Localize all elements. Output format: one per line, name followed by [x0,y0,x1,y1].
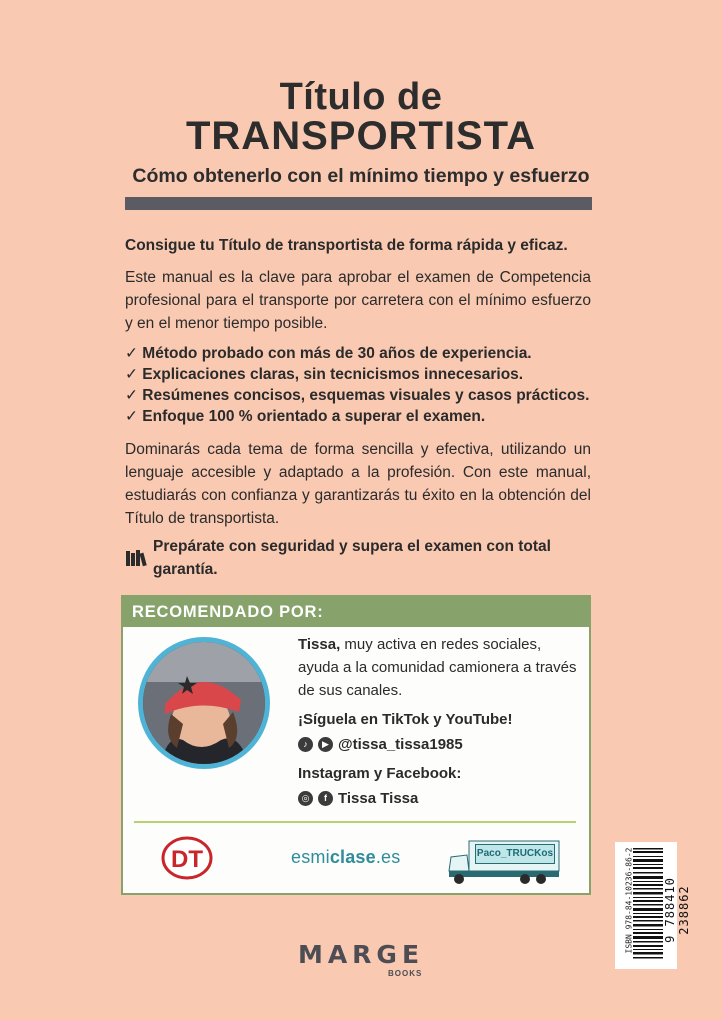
avatar [138,637,270,769]
esmiclase-logo [291,847,400,868]
facebook-icon: f [318,791,333,806]
paragraph-1: Este manual es la clave para aprobar el examen de Competencia profesional para el transporte por carretera con el mínimo esfuerzo y en el menor tiempo posible. [125,269,591,332]
insta-handle: Tissa Tissa [338,790,419,807]
dt-logo-text: DT [171,846,203,873]
recommender-description [298,633,578,702]
ean-text: 9 788410 238862 [663,877,691,943]
recommended-box [121,595,591,895]
instagram-icon: ◎ [298,791,313,806]
barcode [615,842,691,969]
tiktok-handle: @tissa_tissa1985 [338,736,463,753]
isbn-text: ISBN 978-84-10236-86-2 [624,847,634,954]
cta-text: Prepárate con seguridad y supera el examen con total garantía. [153,538,551,578]
check-item: ✓ Explicaciones claras, sin tecnicismos innecesarios. [125,366,524,383]
recommender-name: Tissa, [298,636,341,653]
dt-logo [161,836,213,880]
lead-text: Consigue tu Título de transportista de forma rápida y eficaz. [125,237,568,254]
tiktok-line [298,736,463,753]
cta-line [125,535,591,581]
check-item: ✓ Método probado con más de 30 años de experiencia. [125,345,532,362]
title-line-1: Título de [279,76,443,118]
esmiclase-part-2: clase [329,847,376,867]
follow-line: ¡Síguela en TikTok y YouTube! [298,711,513,728]
divider [134,821,576,823]
publisher-logo: MARGE [297,940,425,969]
books-icon [125,549,147,567]
checks-list [125,343,591,427]
subtitle: Cómo obtenerlo con el mínimo tiempo y esfuerzo [132,165,590,187]
check-item: ✓ Resúmenes concisos, esquemas visuales y casos prácticos. [125,387,590,404]
paco-truckos-text: Paco_TRUCKos [475,844,555,864]
esmiclase-part-1: esmi [291,847,330,867]
recommended-heading: RECOMENDADO POR: [123,597,589,627]
title-bar [125,197,592,210]
esmiclase-part-3: .es [375,847,401,867]
title-line-2: TRANSPORTISTA [185,114,537,158]
publisher-sub: BOOKS [388,969,423,978]
insta-label: Instagram y Facebook: [298,765,462,782]
recommender-bio: muy activa en redes sociales, ayuda a la comunidad camionera a través de sus canales. [298,636,577,699]
paco-truckos-logo [445,837,563,887]
youtube-icon: ▶ [318,737,333,752]
avatar-photo [143,642,265,764]
insta-line [298,790,418,807]
check-item: ✓ Enfoque 100 % orientado a superar el examen. [125,408,486,425]
paragraph-2: Dominarás cada tema de forma sencilla y efectiva, utilizando un lenguaje accesible y adaptado a la profesión. Con este manual, estudiarás con confianza y garantizarás tu éxito en la obtención del Título de transportista. [125,441,591,527]
tiktok-icon: ♪ [298,737,313,752]
